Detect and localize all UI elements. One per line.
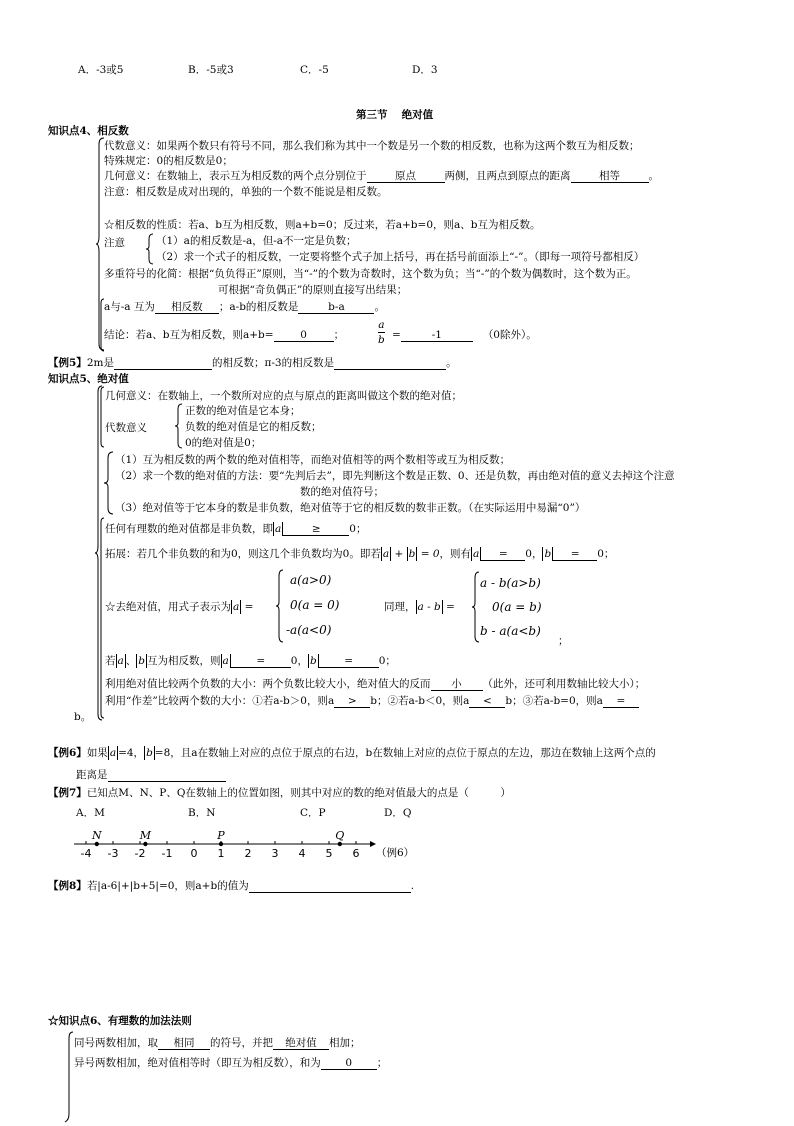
axis-tick-label: 3: [271, 847, 279, 860]
kp5-nonneg: 任何有理数的绝对值都是非负数，即 a ≥ 0；: [105, 523, 367, 535]
ex8: 【例8】若|a-6|+|b+5|=0，则a+b的值为 .: [48, 880, 415, 892]
point-label-P: P: [217, 829, 225, 842]
kp5-case-3: -a(a<0): [286, 623, 332, 637]
kp5-dcase-1: a - b(a>b): [480, 576, 541, 590]
kp6-diff-sign: 异号两数相加，绝对值相等时（即互为相反数），和为 0 ；: [74, 1057, 388, 1069]
kp4-note-1: （1）a的相反数是-a，但-a不一定是负数；: [156, 235, 357, 247]
choice-b: B．-5或3: [188, 64, 234, 76]
kp5-alg-label: 代数意义: [105, 422, 147, 434]
kp5-remove-abs: ☆去绝对值，用式子表示为 a =: [105, 601, 254, 613]
kp5-compare-neg: 利用绝对值比较两个负数的大小：两个负数比较大小，绝对值大的反而 小 （此外，还可利用数轴比较大小）；: [105, 678, 646, 690]
section-title: 第三节 绝对值: [356, 109, 434, 121]
kp5-prop-brace: [104, 452, 114, 514]
kp5-geo: 几何意义：在数轴上，一个数所对应的点与原点的距离叫做这个数的绝对值；: [105, 390, 462, 402]
kp5-extend: 拓展：若几个非负数的和为0，则这几个非负数均为0。即若 a + b = 0，则有 a = 0， b = 0；: [105, 548, 615, 560]
ex6: 【例6】如果 a =4， b =8，且a在数轴上对应的点位于原点的右边，b在数轴上对应的点位于原点的左边，那边在数轴上这两个点的: [48, 747, 656, 759]
axis-tick-label: 5: [325, 847, 333, 860]
kp4-notice: 注意：相反数是成对出现的，单独的一个数不能说是相反数。: [104, 186, 388, 198]
kp6-brace: [64, 1030, 74, 1126]
point-Q: [338, 842, 342, 846]
kp4-note-brace: [146, 234, 154, 264]
axis-tick-label: 2: [244, 847, 252, 860]
kp5-semicolon: ；: [558, 635, 569, 647]
axis-tick-label: -3: [107, 847, 119, 860]
axis-tick-label: -2: [134, 847, 146, 860]
kp4-special: 特殊规定：0的相反数是0；: [104, 155, 233, 167]
kp5-alg-3: 0的绝对值是0；: [185, 437, 262, 449]
kp5-opp-abs: 若 a 、 b 互为相反数，则 a = 0， b = 0；: [105, 655, 396, 667]
kp4-conclusion: 结论：若a、b互为相反数，则a+b= 0 ；: [104, 329, 345, 341]
kp4-multi-sign: 多重符号的化简：根据“负负得正”原则，当“-”的个数为奇数时，这个数为负；当“-”的个数为偶数时，这个数为正。: [104, 268, 637, 280]
axis-tick-label: 6: [352, 847, 360, 860]
ex7-choice-b: B．N: [188, 807, 216, 819]
kp4-note-2: （2）求一个式子的相反数，一定要将整个式子加上括号，再在括号前面添上“-”。（即每一项符号都相反）: [156, 251, 645, 263]
kp4-fraction: $\frac{a}{b}$: [378, 319, 385, 346]
kp6-same-sign: 同号两数相加，取 相同 的符号，并把 绝对值 相加；: [74, 1037, 361, 1049]
kp5-prop-2: （2）求一个数的绝对值的方法：要“先判后去”，即先判断这个数是正数、0、还是负数，再由绝对值的意义去掉这个注意: [115, 470, 675, 482]
ex7-choice-a: A．M: [76, 807, 105, 819]
number-line: [70, 822, 380, 868]
kp5-similarly: 同理， a - b =: [384, 601, 455, 613]
kp4-note-label: 注意: [104, 237, 125, 249]
kp5-case-1: a(a>0): [290, 573, 332, 587]
kp5-title: 知识点5、绝对值: [48, 373, 129, 385]
kp4-opp: a与-a 互为 相反数 ；a-b的相反数是 b-a 。: [104, 301, 385, 313]
kp6-title: ☆知识点6、有理数的加法法则: [48, 1015, 192, 1027]
kp5-alg-2: 负数的绝对值是它的相反数；: [185, 421, 322, 433]
kp5-case-brace-2: [472, 572, 480, 642]
point-N: [95, 842, 99, 846]
axis-tick-label: -4: [80, 847, 92, 860]
ex6-distance: 距离是: [76, 768, 226, 782]
kp5-compare-diff-end: b。: [74, 711, 92, 723]
kp4-geo: 几何意义：在数轴上，表示互为相反数的两个点分别位于 原点 两侧，且两点到原点的距离 相等 。: [104, 170, 659, 182]
kp5-dcase-3: b - a(a<b): [480, 624, 541, 638]
kp5-alg-1: 正数的绝对值是它本身；: [185, 405, 301, 417]
kp5-alg-brace: [175, 404, 183, 448]
kp5-case-2: 0(a = 0): [290, 598, 340, 612]
axis-tick-label: 1: [217, 847, 225, 860]
point-label-N: N: [91, 829, 102, 842]
ex7: 【例7】已知点M、N、P、Q在数轴上的位置如图，则其中对应的数的绝对值最大的点是（ ）: [48, 787, 511, 799]
axis-tick-label: 4: [298, 847, 306, 860]
kp5-dcase-2: 0(a = b): [492, 600, 542, 614]
kp5-prop-2b: 数的绝对值符号；: [300, 486, 384, 498]
axis-tick-label: 0: [190, 847, 198, 860]
kp4-multi-sign-2: 可根据“奇负偶正”的原则直接写出结果；: [218, 284, 408, 296]
kp5-compare-diff: 利用“作差”比较两个数的大小：①若a-b＞0，则a > b；②若a-b＜0，则a < b；③若a-b=0，则a =: [105, 694, 639, 708]
kp5-prop-1: （1）互为相反数的两个数的绝对值相等，而绝对值相等的两个数相等或互为相反数；: [115, 454, 511, 466]
kp4-fraction-result: = -1 （0除外）。: [392, 329, 537, 341]
point-label-Q: Q: [335, 829, 345, 842]
ex7-choice-d: D．Q: [384, 807, 412, 819]
choice-c: C．-5: [300, 64, 329, 76]
kp5-prop-3: （3）绝对值等于它本身的数是非负数，绝对值等于它的相反数的数非正数。（在实际运用中易漏“0”）: [115, 502, 586, 514]
point-label-M: M: [139, 829, 152, 842]
kp5-case-brace-1: [276, 570, 284, 642]
ex7-caption: （例6）: [376, 847, 415, 859]
kp4-alg: 代数意义：如果两个数只有符号不同，那么我们称为其中一个数是另一个数的相反数，也称为这两个数互为相反数；: [104, 140, 640, 152]
choice-a: A．-3或5: [78, 64, 124, 76]
ex7-choice-c: C．P: [300, 807, 326, 819]
choice-d: D．3: [412, 64, 438, 76]
ex5: 【例5】2m是 的相反数；π-3的相反数是 。: [48, 357, 457, 369]
axis-tick-label: -1: [161, 847, 173, 860]
kp4-property: ☆相反数的性质：若a、b互为相反数，则a+b=0；反过来，若a+b=0，则a、b互为相反数。: [104, 219, 541, 231]
point-M: [143, 842, 147, 846]
point-P: [219, 842, 223, 846]
kp4-title: 知识点4、相反数: [48, 125, 129, 137]
